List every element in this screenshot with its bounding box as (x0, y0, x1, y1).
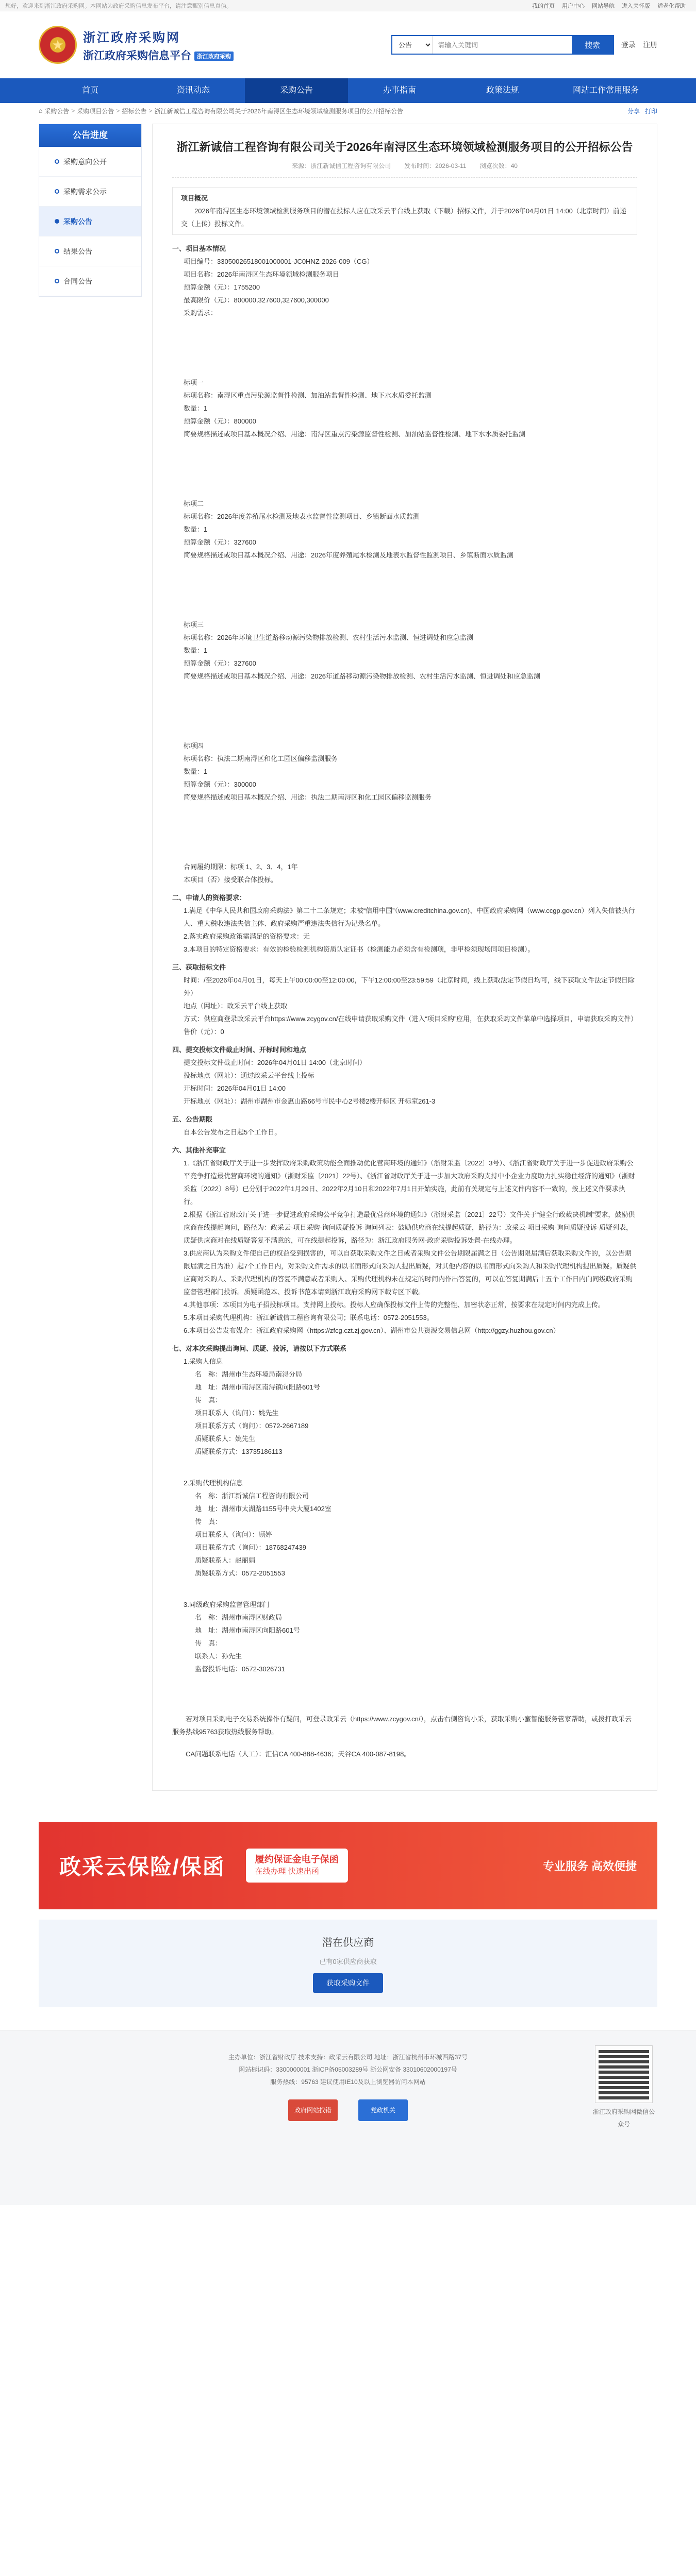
nav-item-announcements[interactable]: 采购公告 (245, 78, 348, 103)
contact-line: 传 真： (195, 1396, 222, 1404)
contact-line: 地 址：湖州市太湖路1155号中央大厦1402室 (195, 1505, 332, 1513)
article-body (172, 187, 637, 1760)
banner-title: 政采云保险/保函 (59, 1855, 225, 1879)
page-title: 浙江新诚信工程咨询有限公司关于2026年南浔区生态环境领域检测服务项目的公开招标公告 (176, 141, 633, 154)
banner-box-sub: 在线办理 快速出函 (255, 1867, 319, 1876)
lot-label: 标项三 (184, 621, 204, 629)
breadcrumb-item[interactable]: 招标公告 (122, 107, 147, 115)
article-source: 来源：浙江新诚信工程咨询有限公司 (292, 162, 391, 170)
body-line: 开标地点（网址）：湖州市湖州市金惠山路66号市民中心2号楼2楼开标区 开标室261-3 (184, 1097, 436, 1105)
body-line: 开标时间：2026年04月01日 14:00 (184, 1084, 286, 1092)
nav-item-news[interactable]: 资讯动态 (176, 86, 210, 95)
body-line: 采购需求： (184, 309, 218, 317)
contact-line: 传 真： (195, 1639, 222, 1647)
section-heading: 三、获取招标文件 (172, 963, 226, 971)
footer-line: 服务热线：95763 建议使用IE10及以上浏览器访问本网站 (270, 2078, 426, 2086)
section-2-lines (172, 904, 637, 956)
contact-line: 传 真： (195, 1518, 222, 1526)
contact-group-title: 2.采购代理机构信息 (184, 1479, 243, 1487)
contact-line: 联系人：孙先生 (195, 1652, 242, 1660)
contact-group-title: 3.同级政府采购监督管理部门 (184, 1601, 270, 1608)
search-area (391, 35, 657, 55)
body-line: 2.根据《浙江省财政厅关于进一步促进政府采购公平竞争打造最优营商环境的通知》（浙财采监〔2021〕22号）文件关于“健全行政裁决机制”要求，鼓励供应商在线提起询问，路径为：政采云-项目采购-询问质疑投诉-询问列表：鼓励供应商在线提起质疑，路径为：政采云-项目采购-询问质疑投诉-质疑列表，质疑供应商对在线质疑答复不满意的，可在线提起投诉，路径为：浙江政府服务网-政府采购投诉处置-在线办理。 (184, 1211, 635, 1244)
project-overview: 项目概况 2026年南浔区生态环境领域检测服务项目的潜在投标人应在政采云平台线上获取（下载）招标文件，并于2026年04月01日 14:00（北京时间）前递交（上传）投标文件。 (172, 187, 637, 235)
body-line: 项目名称：2026年南浔区生态环境领域检测服务项目 (184, 270, 339, 278)
breadcrumb: ⌂ 采购公告 > 采购项目公告 > 招标公告 > 浙江新诚信工程咨询有限公司关于2026年南浔区生态环境领域检测服务项目的公开招标公告 分享 打印 (39, 107, 657, 115)
progress-panel (39, 124, 142, 297)
lot-name: 标项名称：南浔区重点污染源监督性检测、加油站监督性检测、地下水水质委托监测 (184, 392, 432, 399)
sidebar-item-result[interactable]: 结果公告 (39, 236, 141, 266)
section-heading: 一、项目基本情况 (172, 245, 226, 252)
step-dot-icon (55, 159, 59, 164)
step-dot-icon (55, 219, 59, 224)
lot-name: 标项名称：2026年环境卫生道路移动源污染物排放检测、农村生活污水监测、恒进调处和应急监测 (184, 634, 473, 641)
sidebar (39, 124, 142, 1791)
share-button[interactable]: 分享 (627, 107, 640, 115)
auth-links (621, 40, 657, 50)
site-logo[interactable] (39, 26, 234, 64)
banner-box-title: 履约保证金电子保函 (255, 1854, 339, 1865)
closing-line: CA问题联系电话（人工）：汇信CA 400-888-4636；天谷CA 400-087-8198。 (186, 1750, 411, 1758)
body-line: 预算金额（元）：1755200 (184, 283, 260, 291)
body-line: 1.满足《中华人民共和国政府采购法》第二十二条规定；未被“信用中国”（www.creditchina.gov.cn)、中国政府采购网（www.ccgp.gov.cn）列入失信被执行人、重大税收违法失信主体、政府采购严重违法失信行为记录名单。 (184, 907, 635, 927)
lot-budget: 预算金额（元）：327600 (184, 659, 256, 667)
nav-item-home[interactable]: 首页 (81, 86, 98, 95)
contact-group-title: 1.采购人信息 (184, 1358, 223, 1365)
top-link-site-nav[interactable]: 网站导航 (592, 3, 615, 9)
section-1-tail (172, 804, 637, 886)
contact-line: 质疑联系人：赵丽娟 (195, 1556, 256, 1564)
sidebar-item-announcement[interactable]: 采购公告 (39, 207, 141, 236)
body-line: 方式：供应商登录政采云平台https://www.zcygov.cn/在线申请获取采购文件（进入“项目采购”应用，在获取采购文件菜单中选择项目，申请获取采购文件） (184, 1015, 638, 1023)
sidebar-item-intent[interactable]: 采购意向公开 (39, 147, 141, 177)
body-line: 售价（元）：0 (184, 1028, 224, 1036)
lot-desc: 简要规格描述或项目基本概况介绍、用途：2026年度养殖尾水检测及地表水监督性监测项目、乡镇断面水质监测 (184, 551, 513, 559)
top-link-home[interactable]: 我的首页 (532, 3, 555, 9)
footer-line: 网站标识码：3300000001 浙ICP备05003289号 浙公网安备 33010602000197号 (239, 2066, 457, 2073)
article-date: 发布时间：2026-03-11 (404, 162, 467, 170)
nav-item-guide[interactable]: 办事指南 (383, 86, 416, 95)
search-button[interactable]: 搜索 (572, 36, 613, 54)
top-notice-text: 您好，欢迎来到浙江政府采购网。本网站为政府采购信息发布平台，请注意甄别信息真伪。 (5, 3, 232, 9)
lot-budget: 预算金额（元）：300000 (184, 781, 256, 788)
qr-code-icon (595, 2046, 652, 2103)
supplier-title: 潜在供应商 (322, 1937, 374, 1948)
top-notice-bar (0, 0, 696, 11)
section-6-lines (172, 1157, 637, 1337)
contact-list (172, 1355, 637, 1694)
body-line: 时间：/至2026年04月01日，每天上午00:00:00至12:00:00，下午12:00:00至23:59:59（北京时间，线上获取法定节假日均可，线下获取文件法定节假日除外） (184, 976, 635, 997)
lot-budget: 预算金额（元）：800000 (184, 417, 256, 425)
contact-line: 名 称：湖州市南浔区财政局 (195, 1614, 283, 1621)
contact-line: 质疑联系方式：13735186113 (195, 1448, 283, 1455)
footer-line: 主办单位：浙江省财政厅 技术支持：政采云有限公司 地址：浙江省杭州市环城西路37号 (228, 2054, 468, 2061)
section-5-lines (172, 1126, 637, 1139)
nav-item-policy[interactable]: 政策法规 (486, 86, 519, 95)
lot-desc: 简要规格描述或项目基本概况介绍、用途：执法二期南浔区和化工园区偏移监测服务 (184, 793, 432, 801)
top-link-elderly-help[interactable]: 适老化帮助 (657, 3, 686, 9)
breadcrumb-current: 浙江新诚信工程咨询有限公司关于2026年南浔区生态环境领域检测服务项目的公开招标公告 (154, 107, 404, 115)
lot-budget: 预算金额（元）：327600 (184, 538, 256, 546)
step-dot-icon (55, 189, 59, 194)
body-line: 项目编号：33050026518001000001-JC0HNZ-2026-009（CG） (184, 258, 374, 265)
sidebar-item-demand[interactable]: 采购需求公示 (39, 177, 141, 207)
body-line: 3.供应商认为采购文件使自己的权益受到损害的，可以自获取采购文件之日或者采购文件公告期限届满之日（公告期限届满后获取采购文件的，以公告期限届满之日为准）起7个工作日内，对采购文件需求的以书面形式向采购人提出质疑，对其他内容的以书面形式向采购人和采购代理机构提出质疑。质疑供应商对采购人、采购代理机构的答复不满意或者采购人、采购代理机构未在规定的时间内作出答复的，可以在答复期满后十五个工作日内向同级政府采购监督管理部门投诉。质疑函范本、投诉书范本请到浙江政府采购网下载专区下载。 (184, 1249, 637, 1296)
contact-line: 监督投诉电话：0572-3026731 (195, 1665, 285, 1673)
logo-tag: 浙江政府采购 (194, 52, 234, 61)
section-heading: 六、其他补充事宜 (172, 1146, 226, 1154)
sidebar-title: 公告进度 (39, 124, 141, 147)
breadcrumb-item[interactable]: 采购公告 (44, 107, 70, 115)
search-box (391, 35, 614, 55)
body-line: 最高限价（元）：800000,327600,327600,300000 (184, 296, 329, 304)
step-dot-icon (55, 249, 59, 253)
step-dot-icon (55, 279, 59, 283)
section-4-lines (172, 1056, 637, 1108)
lot-desc: 简要规格描述或项目基本概况介绍、用途：南浔区重点污染源监督性检测、加油站监督性检测、地下水水质委托监测 (184, 430, 526, 438)
lot-label: 标项四 (184, 742, 204, 750)
qr-caption: 浙江政府采购网微信公众号 (592, 2108, 655, 2128)
section-1-lines (172, 255, 637, 319)
search-input[interactable] (433, 36, 572, 54)
body-line: 地点（网址）：政采云平台线上获取 (184, 1002, 288, 1010)
top-link-user-center[interactable]: 用户中心 (562, 3, 585, 9)
lot-name: 标项名称：执法二期南浔区和化工园区偏移监测服务 (184, 755, 338, 762)
nav-item-services[interactable]: 网站工作常用服务 (572, 86, 639, 95)
contact-line: 项目联系人（询问）：姚先生 (195, 1409, 279, 1417)
get-document-button[interactable]: 获取采购文件 (313, 1973, 383, 1993)
article-views: 浏览次数：40 (479, 162, 518, 170)
lot-qty: 数量：1 (184, 647, 208, 654)
supplier-count: 已有0家供应商获取 (319, 1958, 377, 1965)
lot-qty: 数量：1 (184, 526, 208, 533)
print-button[interactable]: 打印 (644, 107, 657, 115)
body-line: 3.本项目的特定资格要求：有效的检验检测机构资质认定证书（检测能力必须含有检测项，非甲检须现场同项目检测）。 (184, 945, 535, 953)
body-line: 本项目（否）接受联合体投标。 (184, 876, 278, 884)
lot-desc: 简要规格描述或项目基本概况介绍、用途：2026年道路移动源污染物排放检测、农村生活污水监测、恒进调处和应急监测 (184, 672, 540, 680)
search-scope-select[interactable] (392, 36, 433, 54)
body-line: 合同履约期限：标项 1、2、3、4，1年 (184, 863, 298, 871)
body-line: 4.其他事项：本项目为电子招投标项目。支持网上投标。投标人应确保投标文件上传的完整性、加密状态正常，按要求在规定时间内完成上传。 (184, 1301, 605, 1309)
error-report-badge[interactable]: 政府网站找错 (288, 2099, 338, 2121)
contact-line: 名 称：浙江新诚信工程咨询有限公司 (195, 1492, 309, 1500)
contact-line: 质疑联系方式：0572-2051553 (195, 1569, 285, 1577)
section-heading: 七、对本次采购提出询问、质疑、投诉，请按以下方式联系 (172, 1345, 347, 1352)
party-govt-badge[interactable]: 党政机关 (358, 2099, 408, 2121)
lot-qty: 数量：1 (184, 768, 208, 775)
lot-list (172, 319, 637, 804)
article-meta (172, 161, 637, 178)
body-line: 提交投标文件截止时间：2026年04月01日 14:00（北京时间） (184, 1059, 366, 1066)
footer-badges (39, 2099, 657, 2121)
body-line: 6.本项目公告发布媒介：浙江政府采购网（https://zfcg.czt.zj.gov.cn）、湖州市公共资源交易信息网（http://ggzy.huzhou.gov.cn） (184, 1327, 560, 1334)
body-line: 1.《浙江省财政厅关于进一步发挥政府采购政策功能全面推动优化营商环境的通知》（浙财采监〔2022〕3号）、《浙江省财政厅关于进一步促进政府采购公平竞争打造最优营商环境的通知》（浙财采监〔2021〕22号）、《浙江省财政厅关于进一步加大政府采购支持中小企业力度助力扎实稳住经济的通知》（浙财采监〔2022〕8号）已分别于2022年1月29日、2022年2月10日和2022年7月1日开始实施，此前有关规定与上述文件内容不一致的，按上述文件要求执行。 (184, 1159, 635, 1206)
top-link-care-mode[interactable]: 进入关怀版 (622, 3, 650, 9)
lot-label: 标项二 (184, 500, 204, 507)
body-line: 投标地点（网址）：通过政采云平台线上投标 (184, 1072, 314, 1079)
lot-qty: 数量：1 (184, 404, 208, 412)
main-area (39, 118, 657, 1791)
section-heading: 二、申请人的资格要求： (172, 894, 246, 902)
insurance-banner[interactable] (39, 1822, 657, 1909)
logo-title: 浙江政府采购网 (83, 30, 180, 45)
body-line: 2.落实政府采购政策需满足的资格要求：无 (184, 933, 310, 940)
section-heading: 五、公告期限 (172, 1115, 213, 1123)
lot-name: 标项名称：2026年度养殖尾水检测及地表水监督性监测项目、乡镇断面水质监测 (184, 513, 420, 520)
contact-line: 名 称：湖州市生态环境局南浔分局 (195, 1370, 303, 1378)
site-header (0, 11, 696, 78)
closing-notes (172, 1713, 637, 1760)
contact-line: 项目联系方式（询问）：0572-2667189 (195, 1422, 309, 1430)
lot-label: 标项一 (184, 379, 204, 386)
section-3-lines (172, 974, 637, 1038)
breadcrumb-item[interactable]: 采购项目公告 (77, 107, 114, 115)
sidebar-item-contract[interactable]: 合同公告 (39, 266, 141, 296)
contact-line: 质疑联系人：姚先生 (195, 1435, 256, 1443)
closing-line: 若对项目采购电子交易系统操作有疑问，可登录政采云（https://www.zcygov.cn/），点击右侧咨询小采，获取采购小蜜智能服务管家帮助，或拨打政采云服务热线95763获取热线服务帮助。 (172, 1715, 632, 1736)
contact-line: 项目联系人（询问）：顾婷 (195, 1531, 272, 1538)
contact-line: 地 址：湖州市南浔区南浔镇向阳路601号 (195, 1383, 320, 1391)
article (152, 124, 657, 1791)
body-line: 5.本项目采购代理机构：浙江新诚信工程咨询有限公司；联系电话：0572-2051553。 (184, 1314, 434, 1321)
logo-subtitle: 浙江政府采购信息平台 浙江政府采购 (83, 47, 234, 63)
site-footer (0, 2030, 696, 2205)
register-link[interactable]: 注册 (643, 41, 657, 49)
contact-line: 项目联系方式（询问）：18768247439 (195, 1544, 307, 1551)
home-icon[interactable]: ⌂ (39, 107, 43, 114)
banner-box (246, 1849, 348, 1883)
wechat-qr (590, 2046, 657, 2130)
main-nav (0, 78, 696, 103)
banner-slogan: 专业服务 高效便捷 (542, 1859, 637, 1873)
contact-line: 地 址：湖州市南浔区向阳路601号 (195, 1626, 300, 1634)
potential-supplier-panel (39, 1920, 657, 2007)
login-link[interactable]: 登录 (621, 41, 636, 49)
top-links (532, 2, 686, 10)
body-line: 自本公告发布之日起5个工作日。 (184, 1128, 281, 1136)
section-heading: 四、提交投标文件截止时间、开标时间和地点 (172, 1046, 307, 1054)
national-emblem-icon: ★ (39, 26, 77, 64)
